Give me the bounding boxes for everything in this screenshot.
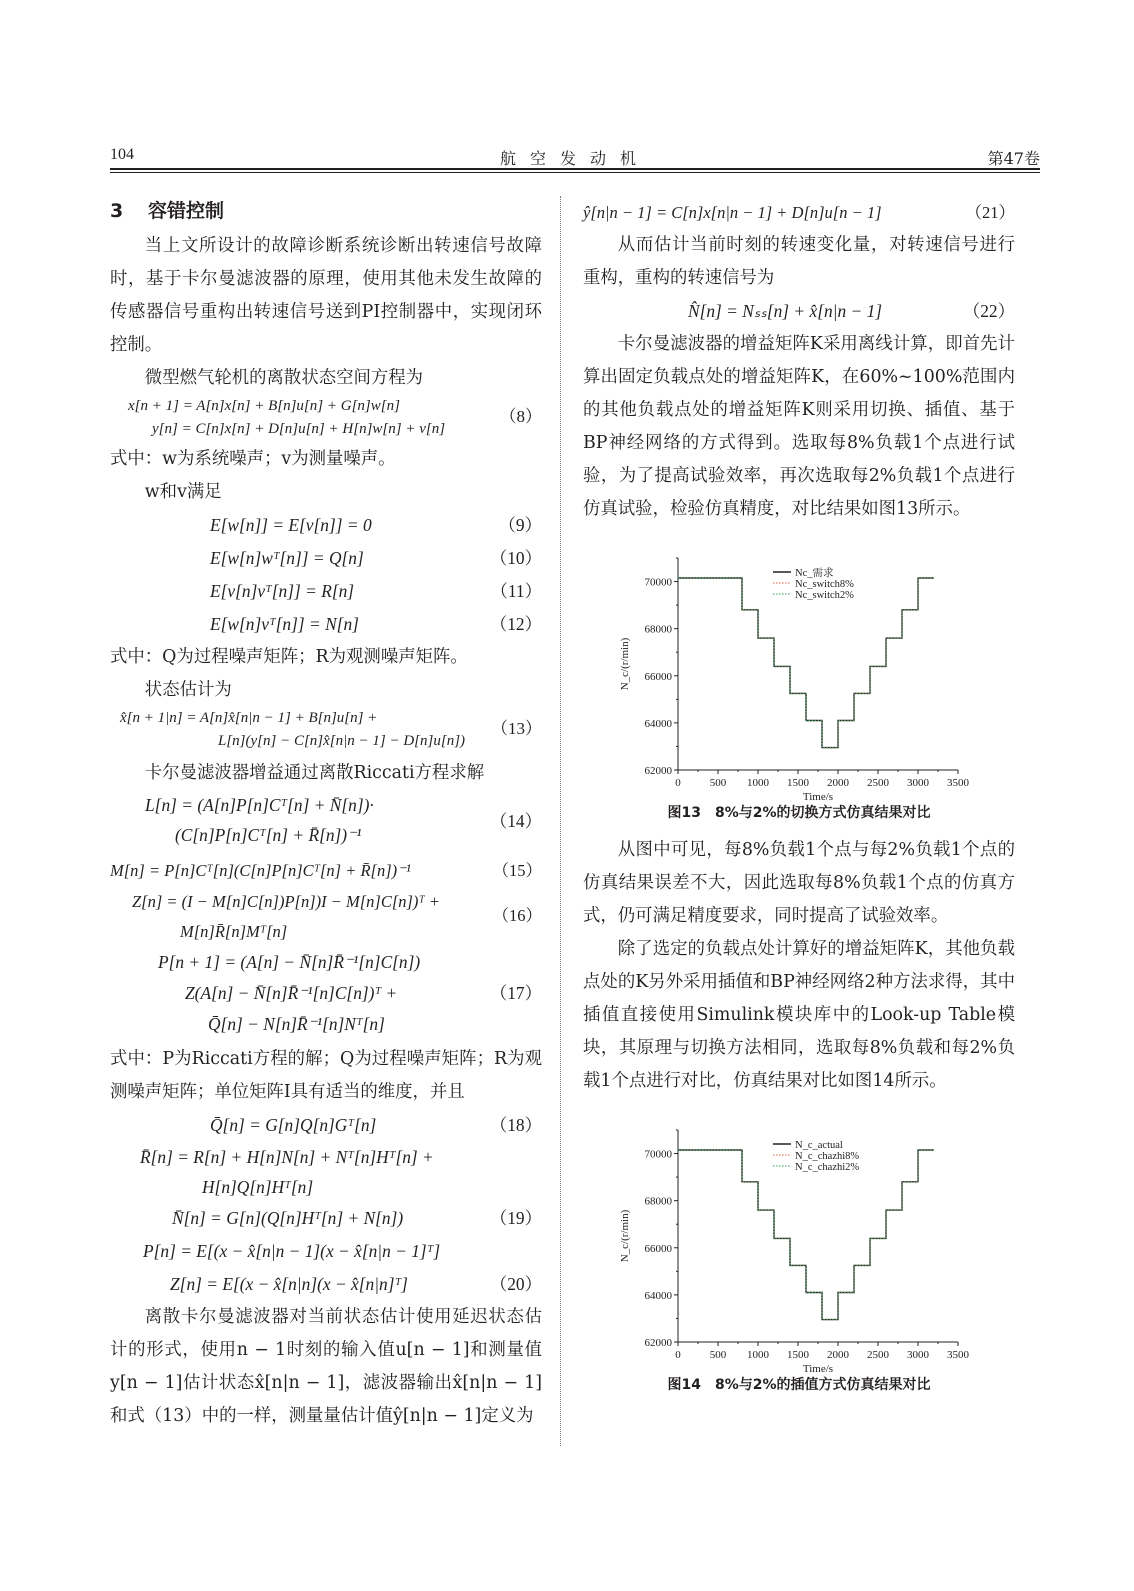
paragraph: w和v满足 bbox=[144, 482, 222, 502]
equation-number: （13） bbox=[491, 719, 542, 738]
y-tick-label: 68000 bbox=[644, 1195, 672, 1208]
equation-p bbox=[110, 1235, 542, 1268]
equation-18 bbox=[110, 1109, 542, 1142]
equation-body: M[n] = P[n]Cᵀ[n](C[n]P[n]Cᵀ[n] + R̄[n])⁻¹ bbox=[110, 861, 411, 880]
page-number: 104 bbox=[110, 146, 134, 163]
x-tick-label: 1500 bbox=[787, 777, 809, 789]
equation-11 bbox=[110, 575, 542, 608]
series-line-1 bbox=[678, 1150, 934, 1320]
equation-number: （19） bbox=[489, 1208, 542, 1228]
paragraph: 卡尔曼滤波器的增益矩阵K采用离线计算，即首先计算出固定负载点处的增益矩阵K，在60%~100%范围内的其他负载点处的增益矩阵K则采用切换、插值、基于BP神经网络的方式得到。选取每8%负载1个点进行试验，为了提高试验效率，再次选取每2%负载1个点进行仿真试验，检验仿真精度，对比结果如图13所示。 bbox=[583, 334, 1015, 519]
equation-line: M[n]R̄[n]Mᵀ[n] bbox=[180, 922, 288, 941]
paragraph: 从而估计当前时刻的转速变化量，对转速信号进行重构，重构的转速信号为 bbox=[583, 235, 1015, 288]
equation-number: （10） bbox=[489, 548, 542, 568]
legend-label: N_c_chazhi2% bbox=[795, 1162, 860, 1173]
right-column bbox=[583, 196, 1015, 1396]
x-tick-label: 1000 bbox=[747, 1349, 769, 1361]
left-column bbox=[110, 196, 542, 1433]
x-tick-label: 2000 bbox=[827, 1349, 849, 1361]
equation-line: L[n](y[n] − C[n]x̂[n|n − 1] − D[n]u[n]) bbox=[218, 733, 466, 749]
figure-13 bbox=[583, 540, 1015, 824]
section-heading bbox=[110, 196, 542, 230]
equation-number: （15） bbox=[492, 861, 542, 880]
equation-line: H[n]Q[n]Hᵀ[n] bbox=[202, 1177, 314, 1197]
paragraph: 式中：Q为过程噪声矩阵；R为观测噪声矩阵。 bbox=[110, 647, 468, 667]
equation-9 bbox=[110, 509, 542, 542]
section-number: 3 bbox=[110, 200, 124, 222]
equation-number: （8） bbox=[499, 407, 542, 426]
equation-16 bbox=[110, 887, 542, 947]
equation-20 bbox=[110, 1268, 542, 1301]
paragraph: 除了选定的负载点处计算好的增益矩阵K，其他负载点处的K另外采用插值和BP神经网络2种方法求得，其中插值直接使用Simulink模块库中的Look-up Table模块，其原理与切换方法相同，选取每8%负载和每2%负载1个点进行对比，仿真结果对比如图14所示。 bbox=[583, 939, 1015, 1091]
header-rule-thick bbox=[110, 168, 1040, 170]
equation-number: （17） bbox=[489, 983, 542, 1003]
equation-r-bar bbox=[110, 1142, 542, 1202]
equation-17 bbox=[110, 947, 542, 1043]
paragraph: 状态估计为 bbox=[144, 680, 232, 700]
header-rule-thin bbox=[110, 172, 1040, 173]
series-line-0 bbox=[678, 1150, 934, 1320]
equation-14 bbox=[110, 790, 542, 854]
y-tick-label: 66000 bbox=[644, 670, 672, 683]
equation-line: L[n] = (A[n]P[n]Cᵀ[n] + N̄[n])· bbox=[145, 795, 374, 815]
equation-line: R̄[n] = R[n] + H[n]N[n] + Nᵀ[n]Hᵀ[n] + bbox=[140, 1147, 434, 1167]
paragraph: 离散卡尔曼滤波器对当前状态估计使用延迟状态估计的形式，使用n − 1时刻的输入值u[n − 1]和测量值y[n − 1]估计状态x̂[n|n − 1]，滤波器输出x̂[n|n − 1]和式（13）中的一样，测量量估计值ŷ[n|n − 1]定义为 bbox=[110, 1307, 542, 1426]
equation-line: P[n + 1] = (A[n] − N̄[n]R̄⁻¹[n]C[n]) bbox=[158, 952, 421, 972]
equation-12 bbox=[110, 608, 542, 641]
equation-line: x[n + 1] = A[n]x[n] + B[n]u[n] + G[n]w[n] bbox=[128, 398, 400, 414]
y-tick-label: 66000 bbox=[644, 1242, 672, 1255]
x-tick-label: 2500 bbox=[867, 1349, 889, 1361]
y-tick-label: 68000 bbox=[644, 623, 672, 636]
equation-22 bbox=[583, 295, 1015, 328]
y-tick-label: 62000 bbox=[644, 1337, 672, 1349]
equation-number: （18） bbox=[489, 1115, 542, 1135]
equation-number: （16） bbox=[492, 906, 542, 925]
legend-label: N_c_chazhi8% bbox=[795, 1151, 860, 1162]
x-tick-label: 0 bbox=[675, 777, 681, 789]
x-tick-label: 3500 bbox=[947, 777, 969, 789]
x-axis-label: Time/s bbox=[802, 791, 834, 802]
series-line-2 bbox=[678, 578, 934, 748]
paragraph: 式中：w为系统噪声；v为测量噪声。 bbox=[110, 449, 396, 469]
equation-19 bbox=[110, 1202, 542, 1235]
y-tick-label: 62000 bbox=[644, 765, 672, 777]
equation-body: ŷ[n|n − 1] = C[n]x[n|n − 1] + D[n]u[n − 1] bbox=[583, 203, 882, 222]
y-tick-label: 70000 bbox=[644, 1148, 672, 1161]
equation-body: P[n] = E[(x − x̂[n|n − 1](x − x̂[n|n − 1]ᵀ] bbox=[143, 1241, 441, 1261]
x-tick-label: 500 bbox=[709, 1349, 727, 1361]
legend-label: Nc_需求 bbox=[795, 568, 834, 579]
y-tick-label: 70000 bbox=[644, 576, 672, 589]
equation-body: E[w[n]wᵀ[n]] = Q[n] bbox=[210, 548, 364, 568]
paragraph: 当上文所设计的故障诊断系统诊断出转速信号故障时，基于卡尔曼滤波器的原理，使用其他未发生故障的传感器信号重构出转速信号送到PI控制器中，实现闭环控制。 bbox=[110, 236, 542, 355]
y-tick-label: 64000 bbox=[644, 1289, 672, 1302]
x-tick-label: 1500 bbox=[787, 1349, 809, 1361]
x-tick-label: 3000 bbox=[907, 777, 929, 789]
section-title: 容错控制 bbox=[148, 200, 225, 222]
legend-label: N_c_actual bbox=[795, 1140, 843, 1151]
equation-10 bbox=[110, 542, 542, 575]
legend-label: Nc_switch8% bbox=[795, 579, 854, 590]
equation-number: （9） bbox=[498, 515, 542, 535]
x-tick-label: 2000 bbox=[827, 777, 849, 789]
paragraph: 卡尔曼滤波器增益通过离散Riccati方程求解 bbox=[144, 763, 485, 783]
equation-body: E[w[n]vᵀ[n]] = N[n] bbox=[210, 614, 359, 634]
volume-label: 第47卷 bbox=[987, 149, 1040, 168]
equation-line: Z[n] = (I − M[n]C[n])P[n])I − M[n]C[n])ᵀ + bbox=[132, 892, 441, 911]
figure-14 bbox=[583, 1112, 1015, 1396]
equation-21 bbox=[583, 196, 1015, 229]
equation-line: (C[n]P[n]Cᵀ[n] + R̄[n])⁻¹ bbox=[175, 825, 362, 845]
equation-number: （14） bbox=[489, 811, 542, 831]
x-tick-label: 2500 bbox=[867, 777, 889, 789]
equation-number: （12） bbox=[489, 614, 542, 634]
equation-body: E[v[n]vᵀ[n]] = R[n] bbox=[210, 581, 355, 601]
journal-title: 航空发动机 bbox=[499, 149, 650, 168]
paragraph: 式中：P为Riccati方程的解；Q为过程噪声矩阵；R为观测噪声矩阵；单位矩阵I具有适当的维度，并且 bbox=[110, 1049, 542, 1102]
equation-body: N̂[n] = Nₛₛ[n] + x̂[n|n − 1] bbox=[688, 301, 883, 321]
equation-body: Q̄[n] = G[n]Q[n]Gᵀ[n] bbox=[210, 1115, 377, 1135]
equation-line: y[n] = C[n]x[n] + D[n]u[n] + H[n]w[n] + v[n] bbox=[152, 421, 446, 437]
paragraph: 从图中可见，每8%负载1个点与每2%负载1个点的仿真结果误差不大，因此选取每8%负载1个点的仿真方式，仍可满足精度要求，同时提高了试验效率。 bbox=[583, 840, 1015, 926]
equation-13 bbox=[110, 707, 542, 757]
equation-number: （11） bbox=[490, 581, 542, 601]
x-tick-label: 3500 bbox=[947, 1349, 969, 1361]
series-line-2 bbox=[678, 1150, 934, 1320]
y-tick-label: 64000 bbox=[644, 717, 672, 730]
x-axis-label: Time/s bbox=[802, 1363, 834, 1374]
column-divider bbox=[560, 196, 561, 1446]
equation-line: Z(A[n] − N̄[n]R̄⁻¹[n]C[n])ᵀ + bbox=[185, 983, 398, 1003]
equation-number: （22） bbox=[962, 301, 1015, 321]
equation-body: E[w[n]] = E[v[n]] = 0 bbox=[210, 515, 372, 535]
equation-body: Z[n] = E[(x − x̂[n|n](x − x̂[n|n]ᵀ] bbox=[170, 1274, 408, 1294]
equation-number: （20） bbox=[489, 1274, 542, 1294]
series-line-1 bbox=[678, 578, 934, 748]
running-header bbox=[110, 146, 1040, 170]
figure-caption: 图14 8%与2%的插值方式仿真结果对比 bbox=[667, 1377, 931, 1393]
x-tick-label: 500 bbox=[709, 777, 727, 789]
x-tick-label: 0 bbox=[675, 1349, 681, 1361]
series-line-0 bbox=[678, 578, 934, 748]
equation-line: x̂[n + 1|n] = A[n]x̂[n|n − 1] + B[n]u[n] + bbox=[120, 710, 378, 726]
equation-line: Q̄[n] − N[n]R̄⁻¹[n]Nᵀ[n] bbox=[208, 1014, 385, 1034]
y-axis-label: N_c/(r/min) bbox=[619, 1209, 631, 1263]
chart-figure-14 bbox=[583, 1112, 1015, 1374]
chart-figure-13 bbox=[583, 540, 1015, 802]
figure-caption: 图13 8%与2%的切换方式仿真结果对比 bbox=[667, 805, 931, 821]
x-tick-label: 1000 bbox=[747, 777, 769, 789]
y-axis-label: N_c/(r/min) bbox=[619, 637, 631, 691]
x-tick-label: 3000 bbox=[907, 1349, 929, 1361]
paragraph: 微型燃气轮机的离散状态空间方程为 bbox=[144, 368, 424, 388]
equation-body: N̄[n] = G[n](Q[n]Hᵀ[n] + N[n]) bbox=[172, 1208, 404, 1228]
legend-label: Nc_switch2% bbox=[795, 590, 854, 601]
equation-8 bbox=[110, 395, 542, 443]
equation-15 bbox=[110, 854, 542, 887]
equation-number: （21） bbox=[965, 203, 1015, 222]
